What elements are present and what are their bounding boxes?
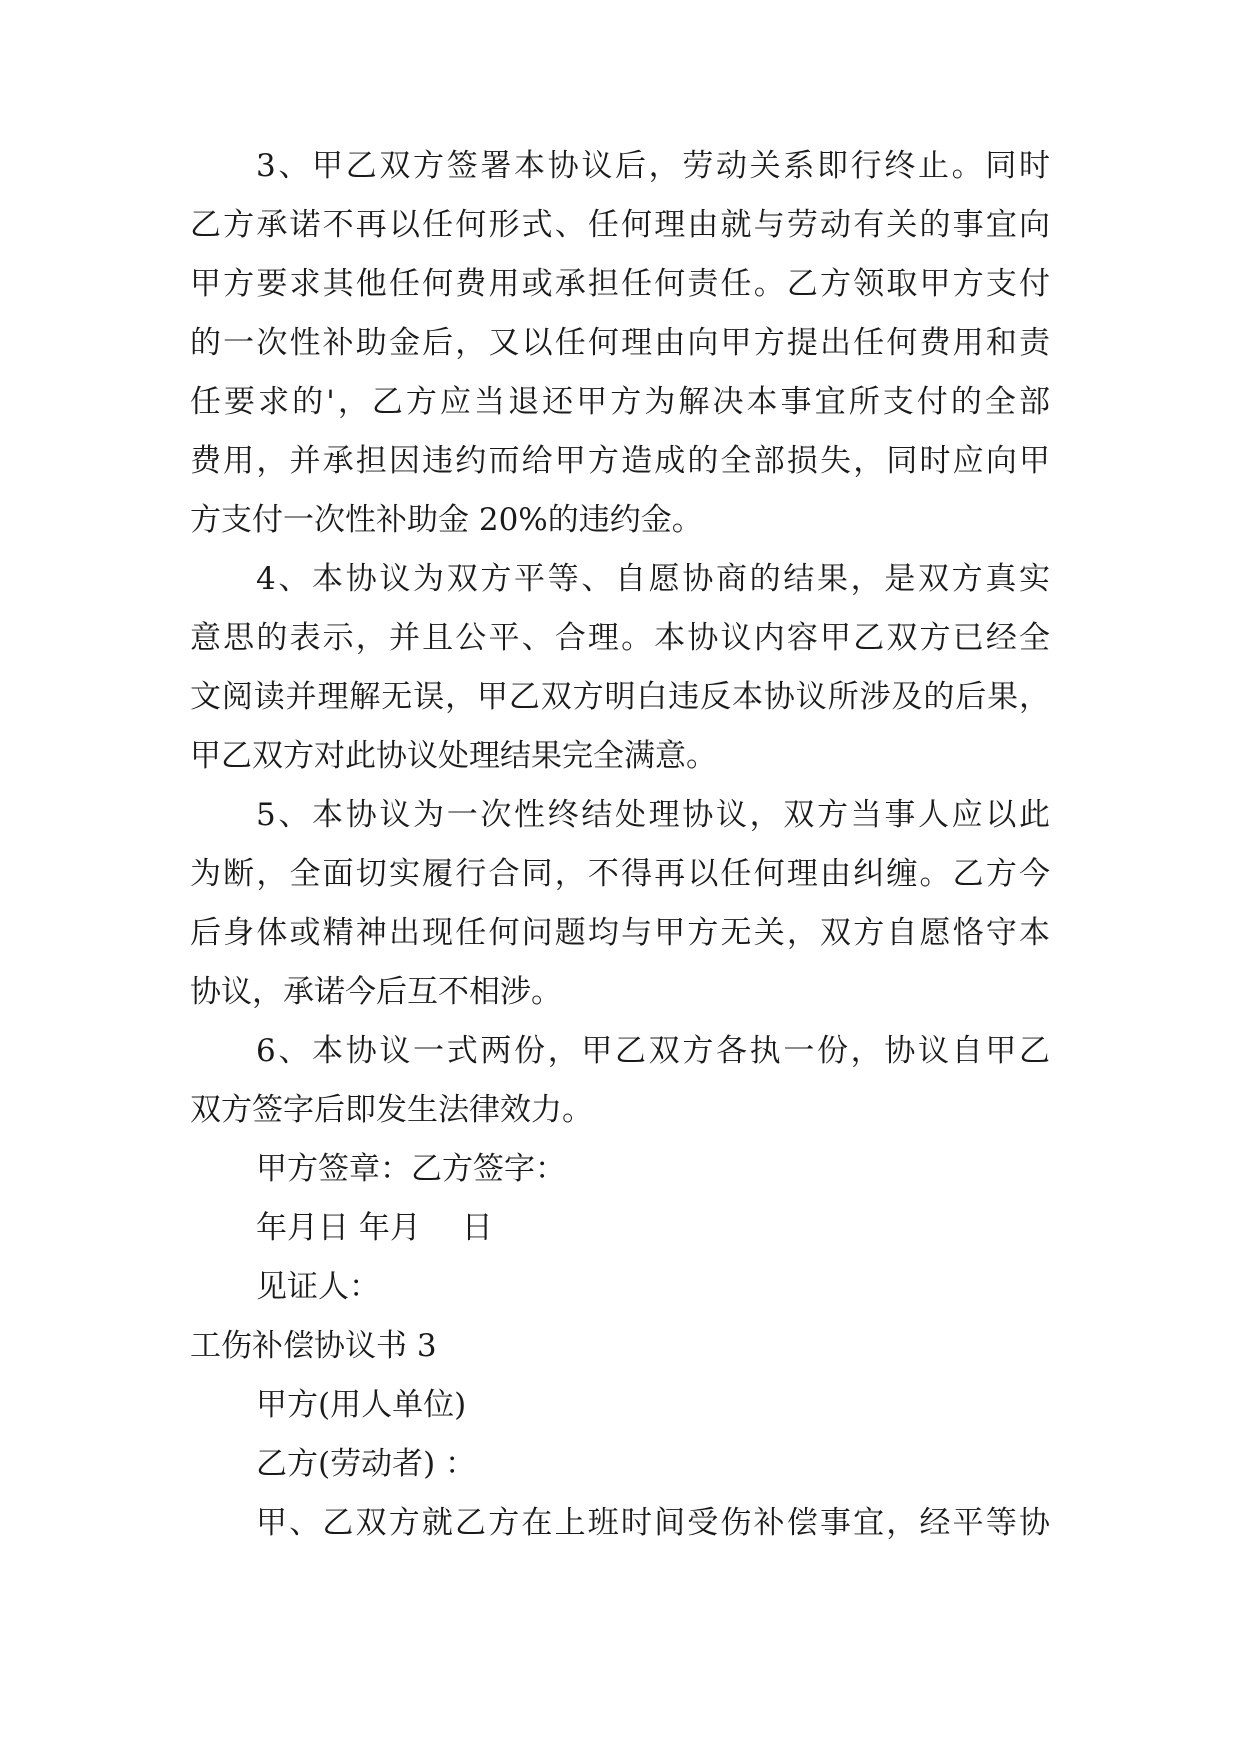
text-line: 协议，承诺今后互不相涉。	[190, 974, 562, 1010]
text-line: 方支付一次性补助金 20%的违约金。	[190, 502, 703, 538]
text-line: 费用，并承担因违约而给甲方造成的全部损失，同时应向甲	[190, 443, 1050, 479]
section-heading: 工伤补偿协议书 3	[190, 1328, 437, 1364]
text-line: 的一次性补助金后，又以任何理由向甲方提出任何费用和责	[190, 325, 1050, 361]
text-line: 任要求的'，乙方应当退还甲方为解决本事宜所支付的全部	[190, 384, 1050, 420]
text-line: 甲方要求其他任何费用或承担任何责任。乙方领取甲方支付	[190, 266, 1050, 302]
text-line: 双方签字后即发生法律效力。	[190, 1092, 593, 1128]
text-line: 甲乙双方对此协议处理结果完全满意。	[190, 738, 717, 774]
text-line: 年月日 年月 日	[256, 1210, 493, 1246]
text-line: 甲方签章：乙方签字：	[256, 1151, 566, 1187]
text-line: 4、本协议为双方平等、自愿协商的结果，是双方真实	[256, 561, 1050, 597]
text-line: 甲方(用人单位)	[256, 1387, 467, 1423]
text-line: 3、甲乙双方签署本协议后，劳动关系即行终止。同时	[256, 148, 1050, 184]
text-line: 见证人：	[256, 1269, 380, 1305]
text-line: 6、本协议一式两份，甲乙双方各执一份，协议自甲乙	[256, 1033, 1050, 1069]
text-line: 意思的表示，并且公平、合理。本协议内容甲乙双方已经全	[190, 620, 1050, 656]
text-line: 甲、乙双方就乙方在上班时间受伤补偿事宜，经平等协	[256, 1505, 1050, 1541]
text-line: 乙方承诺不再以任何形式、任何理由就与劳动有关的事宜向	[190, 207, 1050, 243]
text-line: 文阅读并理解无误，甲乙双方明白违反本协议所涉及的后果，	[190, 679, 1050, 715]
text-line: 后身体或精神出现任何问题均与甲方无关，双方自愿恪守本	[190, 915, 1050, 951]
text-line: 为断，全面切实履行合同，不得再以任何理由纠缠。乙方今	[190, 856, 1050, 892]
text-line: 5、本协议为一次性终结处理协议，双方当事人应以此	[256, 797, 1050, 833]
text-line: 乙方(劳动者) ：	[256, 1446, 477, 1482]
